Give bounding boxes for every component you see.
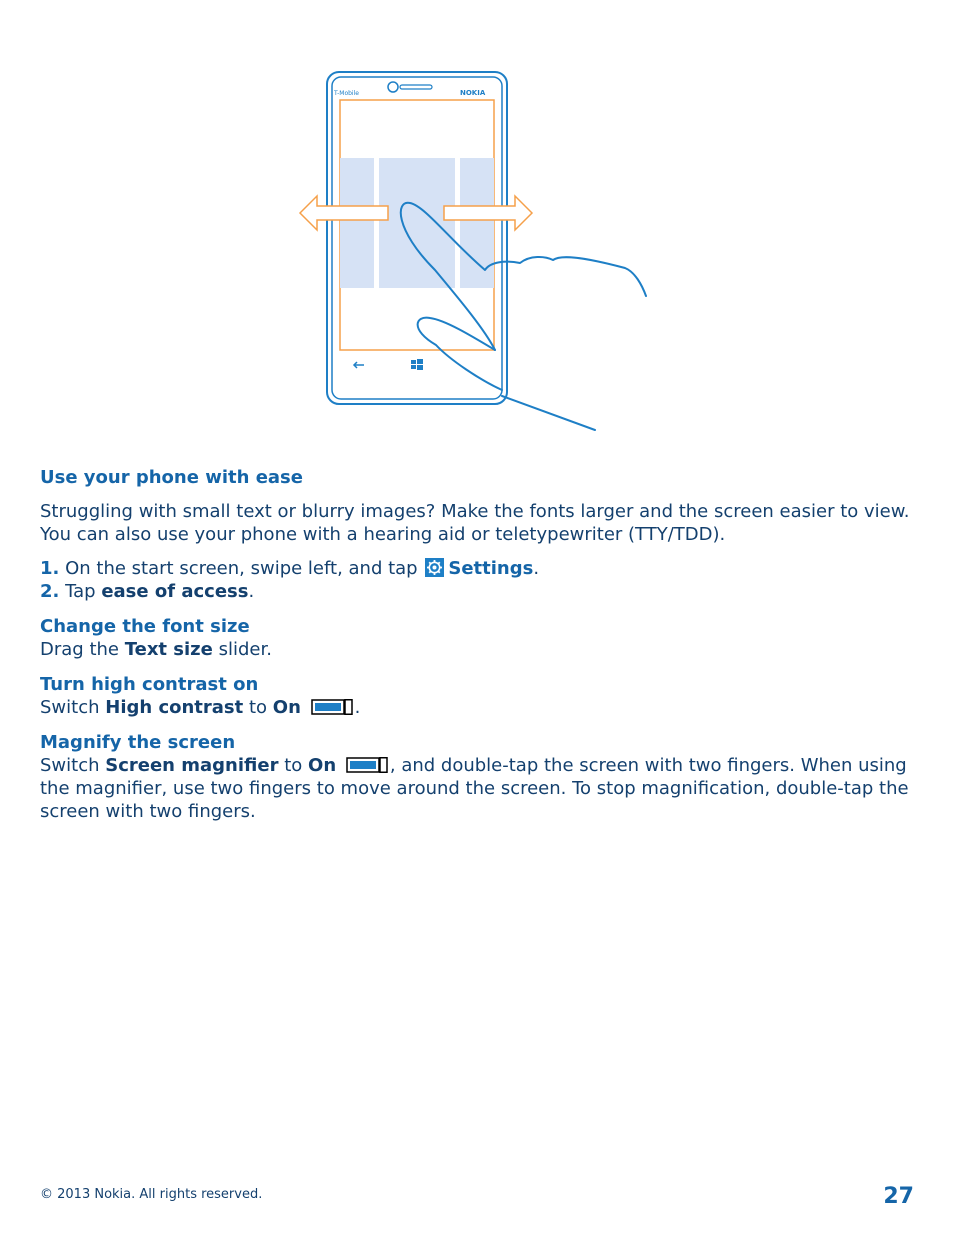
text-size-label: Text size [124,639,213,660]
brand-label: NOKIA [460,89,486,97]
high-contrast-text: Switch High contrast to On . [40,697,361,718]
step-text: On the start screen, swipe left, and tap [65,558,418,579]
intro-paragraph: Struggling with small text or blurry images? Make the fonts larger and the screen easier to view. You can also use your phone with a hearing aid or teletypewriter (TTY/TDD). [40,501,910,545]
font-size-heading: Change the font size [40,616,250,637]
step-1: 1. On the start screen, swipe left, and tap Settings. [40,558,540,579]
ease-of-access-label: ease of access [101,581,249,602]
copyright-footer: © 2013 Nokia. All rights reserved. [40,1187,263,1202]
step-text: Tap [65,581,96,602]
toggle-on-icon [311,699,355,715]
magnifier-heading: Magnify the screen [40,732,236,753]
tile-center [379,158,455,288]
tile-right [460,158,494,288]
on-label: On [272,697,301,718]
tile-left [340,158,374,288]
high-contrast-label: High contrast [105,697,244,718]
on-label: On [308,755,337,776]
font-size-text: Drag the Text size slider. [40,639,272,660]
settings-label: Settings [448,558,534,579]
step-number: 2. [40,581,60,602]
step-number: 1. [40,558,60,579]
carrier-label: T-Mobile [334,90,359,97]
gear-icon [425,558,444,577]
magnifier-text: Switch Screen magnifier to On , and double-tap the screen with two fingers. When using the magnifier, use two fingers to move around the screen. To stop magnification, double-tap the screen with two fingers. [40,755,909,822]
section-heading: Use your phone with ease [40,467,303,488]
phone-svg [290,60,660,440]
screen-magnifier-label: Screen magnifier [105,755,279,776]
page-content [40,466,920,823]
page-number: 27 [883,1184,914,1209]
phone-swipe-illustration [290,60,660,440]
step-2: 2. Tap ease of access. [40,581,255,602]
high-contrast-heading: Turn high contrast on [40,674,259,695]
toggle-on-icon [346,757,390,773]
